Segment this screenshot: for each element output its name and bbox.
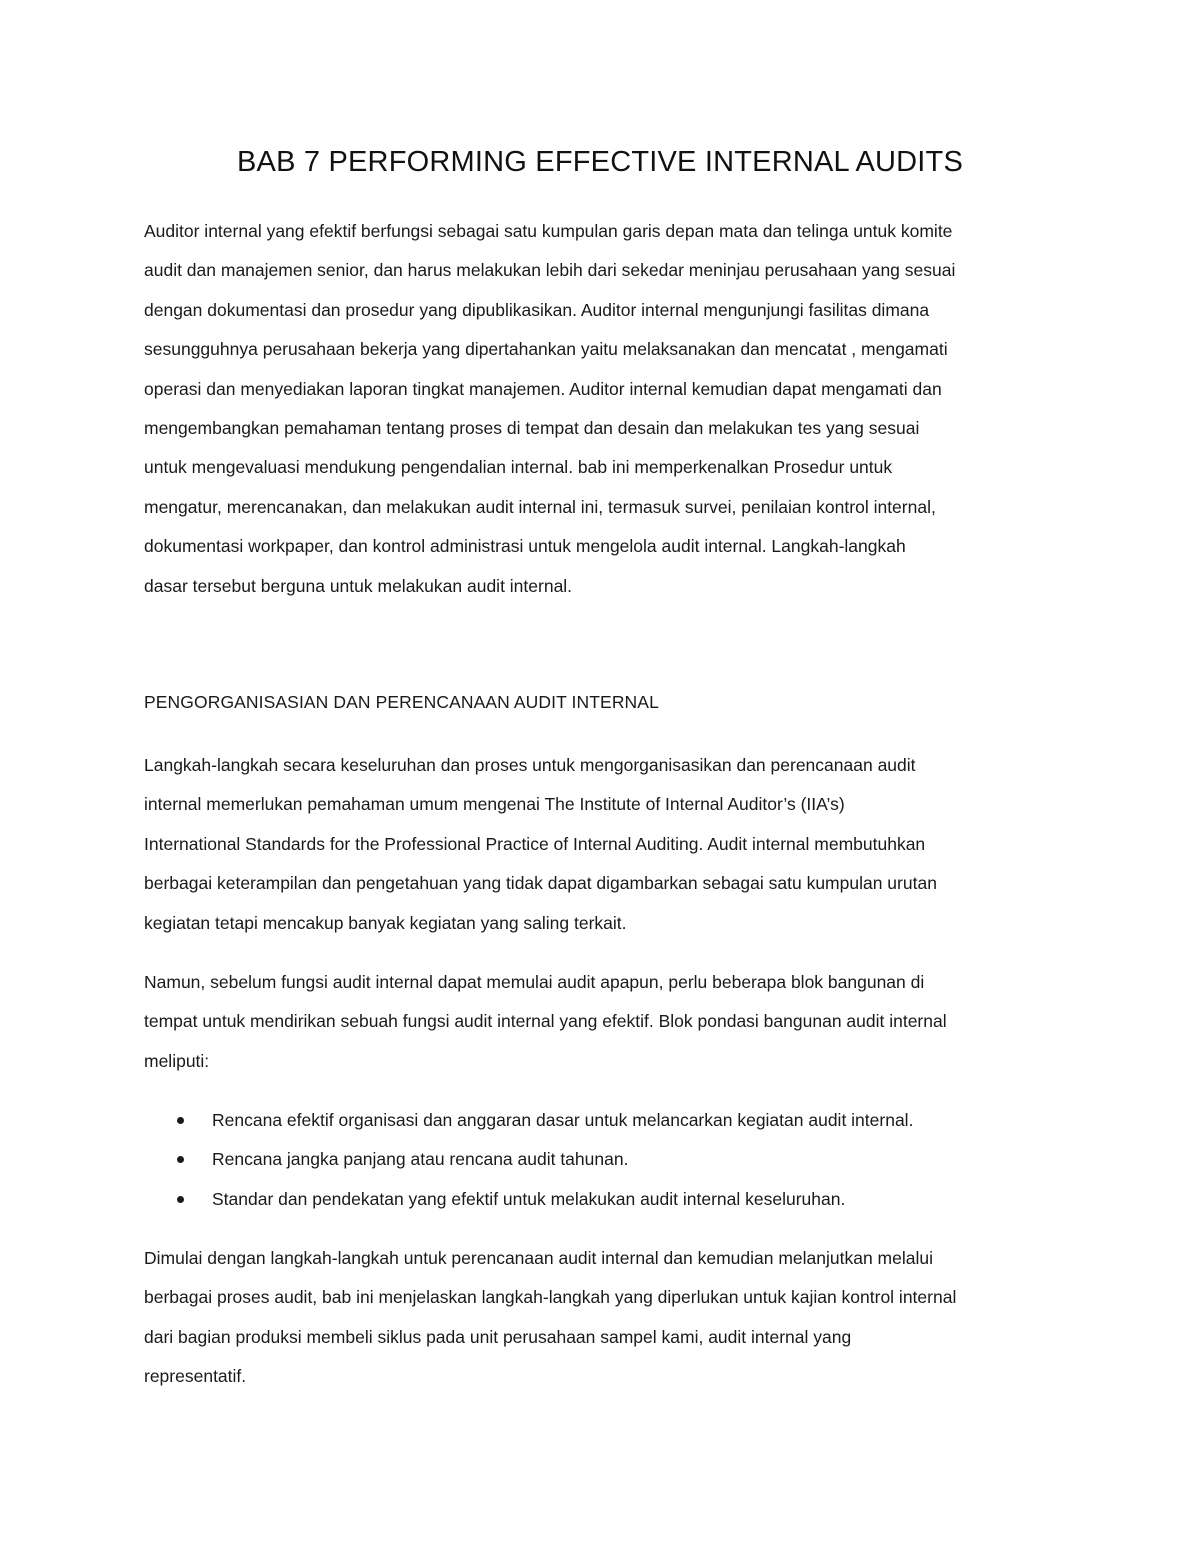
text-line: berbagai keterampilan dan pengetahuan yang tidak dapat digambarkan sebagai satu kumpulan urutan	[144, 873, 937, 894]
text-line: dari bagian produksi membeli siklus pada unit perusahaan sampel kami, audit internal yang	[144, 1326, 852, 1347]
text-line: tempat untuk mendirikan sebuah fungsi audit internal yang efektif. Blok pondasi bangunan audit internal	[144, 1011, 947, 1032]
bullet-list	[144, 1101, 1064, 1219]
intro-paragraph	[144, 212, 1064, 606]
text-line: berbagai proses audit, bab ini menjelaskan langkah-langkah yang diperlukan untuk kajian kontrol internal	[144, 1287, 957, 1308]
list-item	[144, 1101, 1064, 1140]
list-item	[144, 1140, 1064, 1179]
closing-paragraph	[144, 1239, 1064, 1397]
text-line: audit dan manajemen senior, dan harus melakukan lebih dari sekedar meninjau perusahaan yang sesuai	[144, 260, 956, 281]
text-line: meliputi:	[144, 1050, 210, 1071]
text-line: internal memerlukan pemahaman umum mengenai The Institute of Internal Auditor’s (IIA’s)	[144, 794, 845, 815]
text-line: operasi dan menyediakan laporan tingkat manajemen. Auditor internal kemudian dapat mengamati dan	[144, 378, 942, 399]
page-title: BAB 7 PERFORMING EFFECTIVE INTERNAL AUDITS	[237, 146, 963, 178]
text-line: dasar tersebut berguna untuk melakukan audit internal.	[144, 575, 573, 596]
text-line: Auditor internal yang efektif berfungsi sebagai satu kumpulan garis depan mata dan telinga untuk komite	[144, 221, 953, 241]
text-line: Langkah-langkah secara keseluruhan dan proses untuk mengorganisasikan dan perencanaan audit	[144, 755, 916, 775]
list-item-text: Rencana jangka panjang atau rencana audit tahunan.	[212, 1149, 629, 1170]
text-line: Namun, sebelum fungsi audit internal dapat memulai audit apapun, perlu beberapa blok bangunan di	[144, 972, 925, 992]
text-line: International Standards for the Professional Practice of Internal Auditing. Audit internal membutuhkan	[144, 833, 926, 854]
bullet-icon	[177, 1117, 184, 1124]
list-item-text: Standar dan pendekatan yang efektif untuk melakukan audit internal keseluruhan.	[212, 1188, 846, 1209]
organizing-paragraph	[144, 746, 1064, 943]
list-item	[144, 1180, 1064, 1219]
text-line: mengatur, merencanakan, dan melakukan audit internal ini, termasuk survei, penilaian kontrol internal,	[144, 496, 936, 517]
bullet-icon	[177, 1196, 184, 1203]
bullet-icon	[177, 1156, 184, 1163]
text-line: Dimulai dengan langkah-langkah untuk perencanaan audit internal dan kemudian melanjutkan melalui	[144, 1248, 933, 1268]
text-line: dengan dokumentasi dan prosedur yang dipublikasikan. Auditor internal mengunjungi fasilitas dimana	[144, 299, 930, 320]
text-line: representatif.	[144, 1366, 247, 1387]
section-heading: PENGORGANISASIAN DAN PERENCANAAN AUDIT INTERNAL	[144, 692, 659, 712]
text-line: mengembangkan pemahaman tentang proses di tempat dan desain dan melakukan tes yang sesuai	[144, 418, 920, 439]
list-item-text: Rencana efektif organisasi dan anggaran dasar untuk melancarkan kegiatan audit internal.	[212, 1110, 914, 1130]
text-line: untuk mengevaluasi mendukung pengendalian internal. bab ini memperkenalkan Prosedur untuk	[144, 457, 893, 478]
text-line: dokumentasi workpaper, dan kontrol administrasi untuk mengelola audit internal. Langkah-langkah	[144, 536, 906, 557]
text-line: sesungguhnya perusahaan bekerja yang dipertahankan yaitu melaksanakan dan mencatat , mengamati	[144, 339, 948, 360]
building-blocks-paragraph	[144, 963, 1064, 1081]
text-line: kegiatan tetapi mencakup banyak kegiatan yang saling terkait.	[144, 912, 627, 933]
